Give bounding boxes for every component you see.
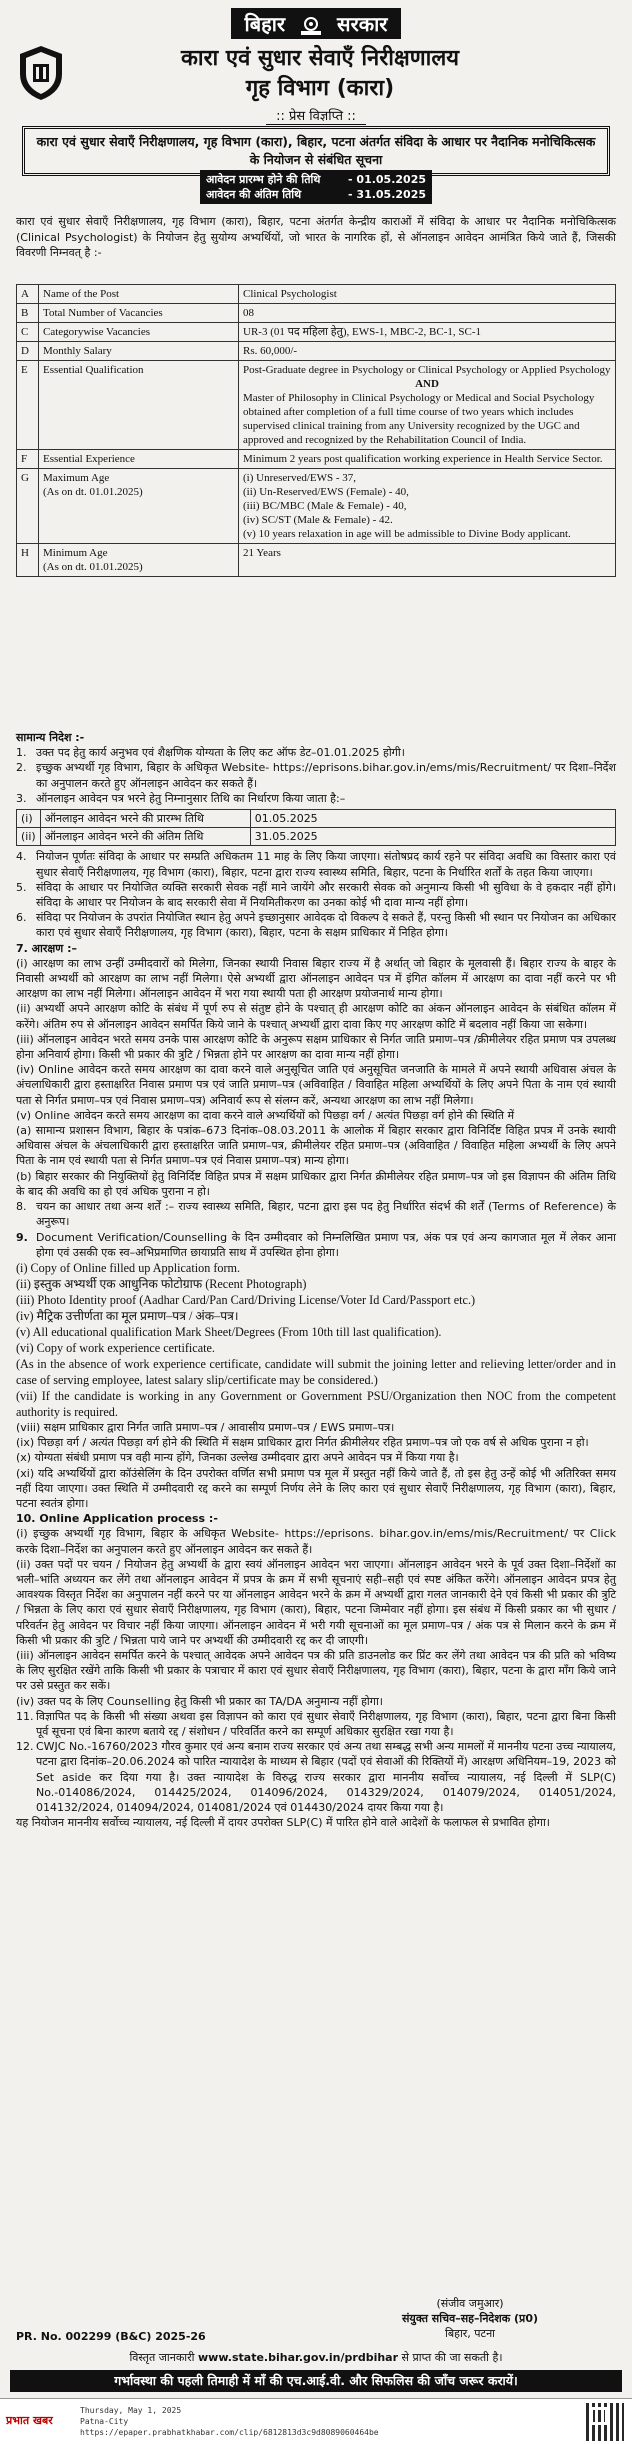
online-process-title: 10. Online Application process :- <box>16 1512 218 1526</box>
list-item: 9. Document Verification/Counselling के दिन उम्मीदवार को निम्नलिखित प्रमाण पत्र, अंक पत्र एवं अन्य कागजात मूल में लेकर आना होगा एवं उसकी एक स्व–अभिप्रमाणित छायाप्रति साथ में उपस्थित होना होगा। <box>16 1230 616 1259</box>
footer-date: Thursday, May 1, 2025 <box>80 2406 182 2415</box>
list-item: 6. संविदा पर नियोजन के उपरांत नियोजित स्थान हेतु अपने इच्छानुसार आवेदक दो विकल्प दे सकते हैं, परन्तु किसी भी स्थान पर नियोजन का अधिकार कारा एवं सुधार सेवाएँ निरीक्षणालय, गृह विभाग (कारा), बिहार, पटना के सक्षम प्राधिकार में निहित होगा। <box>16 911 616 940</box>
press-release-label: :: प्रेस विज्ञप्ति :: <box>0 106 632 124</box>
document-item: (iii) Photo Identity proof (Aadhar Card/Pan Card/Driving License/Voter Id Card/Passport etc.) <box>16 1292 476 1307</box>
qr-code-icon[interactable] <box>586 2403 624 2441</box>
document-item: (ii) इस्तुक अभ्यर्थी एक आधुनिक फोटोग्राफ (Recent Photograph) <box>16 1276 307 1291</box>
closing-note: यह नियोजन माननीय सर्वोच्च न्यायालय, नई दिल्ली में दायर उपरोक्त SLP(C) में पारित होने वाले आदेशों के फलाफल से प्रभावित होगा। <box>16 1816 550 1830</box>
table-row: (i) ऑनलाइन आवेदन भरने की प्रारम्भ तिथि 01.05.2025 <box>17 810 616 828</box>
department-logo-icon <box>16 44 66 102</box>
list-item: 4. नियोजन पूर्णतः संविदा के आधार पर सम्प्रति अधिकतम 11 माह के लिए किया जाएगा। संतोषप्रद कार्य रहने पर संविदा अवधि का विस्तार कारा एवं सुधार सेवाएँ निरीक्षणालय, गृह विभाग (कारा), बिहार, पटना द्वारा राज्य स्वास्थ्य समिति, बिहार, पटना के निर्धारित शर्तों के तहत किया जाएगा। <box>16 850 616 879</box>
online-item: (ii) उक्त पदों पर चयन / नियोजन हेतु अभ्यर्थी के द्वारा स्वयं ऑनलाइन आवेदन भरा जाएगा। ऑनलाइन आवेदन भरने के पूर्व उक्त दिशा–निर्देशों का भली–भांति अध्ययन कर लेंगे तथा ऑनलाइन आवेदन में प्रपत्र के क्रम में सभी सूचनाएं सही–सही एवं स्पष्ट अंकित करेंगे। ऑनलाइन आवेदन प्रपत्र हेतु आवश्यक विस्तृत निर्देश का अनुपालन नहीं करने पर या ऑनलाइन आवेदन भरने के क्रम में अभ्यर्थी द्वारा गलत जानकारी देने एवं किसी भी प्रकार की त्रुटि / भिन्नता के लिए कारा एवं सुधार सेवाएँ निरीक्षणालय, गृह विभाग (कारा), बिहार, पटना जिम्मेवार नहीं होगा। इस संबंध में किसी प्रकार का भी सुधार / परिवर्तन हेतु आवेदन पर विचार नहीं किया जाएगा। ऑनलाइन आवेदन में भरी गयी सूचनाओं का मूल प्रमाण–पत्र / अंक पत्र से मिलान करने के क्रम में किसी भी प्रकार की त्रुटि / भिन्नता पाये जाने पर अभ्यर्थी की उम्मीदवारी रद्द कर दी जाएगी। <box>16 1557 616 1647</box>
online-item: (i) इच्छुक अभ्यर्थी गृह विभाग, बिहार के अधिकृत Website- https://eprisons. bihar.gov.in/ems/mis/Recruitment/ पर Click करके दिशा–निर्देश का अनुपालन करते हुए ऑनलाइन आवेदन कर सकते हैं। <box>16 1527 616 1556</box>
footer-url[interactable]: https://epaper.prabhatkhabar.com/clip/6812813d3c9d8089060464be <box>80 2428 379 2437</box>
list-item: 1. उक्त पद हेतु कार्य अनुभव एवं शैक्षणिक योग्यता के लिए कट ऑफ डेट–01.01.2025 होगी। <box>16 746 405 760</box>
reservation-title: 7. आरक्षण :– <box>16 941 77 955</box>
table-row: F Essential Experience Minimum 2 years post qualification working experience in Health Service Sector. <box>17 450 616 469</box>
title-line-2: गृह विभाग (कारा) <box>245 76 395 101</box>
application-schedule-table <box>16 809 616 846</box>
masthead <box>0 8 632 39</box>
reservation-para: (i) आरक्षण का लाभ उन्हीं उम्मीदवारों को मिलेगा, जिनका स्थायी निवास बिहार राज्य में है अर्थात् जो बिहार के मूलवासी हैं। बिहार राज्य के बाहर के निवासी अभ्यर्थी को आरक्षण का लाभ नहीं मिलेगा। ऐसे अभ्यर्थी द्वारा ऑनलाइन आवेदन पत्र में इंगित कॉलम में आरक्षण का दावा नहीं करने पर भी आरक्षण का लाभ नहीं मिलेगा। ऑनलाइन आवेदन में भरा गया स्थायी पता ही आरक्षण प्रयोजनार्थ मान्य होगा। <box>16 956 616 1001</box>
table-row: B Total Number of Vacancies 08 <box>17 304 616 323</box>
application-dates-box <box>200 170 432 204</box>
ashoka-emblem-icon <box>298 15 324 37</box>
list-item: 8. चयन का आधार तथा अन्य शर्तें :– राज्य स्वास्थ्य समिति, बिहार, पटना द्वारा इस पद हेतु निर्धारित संदर्भ की शर्तें (Terms of Reference) के अनुरूप। <box>16 1200 616 1229</box>
masthead-left: बिहार <box>244 12 286 36</box>
reservation-para: (a) सामान्य प्रशासन विभाग, बिहार के पत्रांक–673 दिनांक–08.03.2011 के आलोक में बिहार सरकार द्वारा विनिर्दिष्ट विहित प्रपत्र में उनके स्थायी अधिवास अंचल के अंचलाधिकारी द्वारा हस्ताक्षरित जाति प्रमाण–पत्र, क्रीमीलेयर रहित प्रमाण–पत्र (अविवाहित / विवाहित महिला अभ्यर्थी के लिए अपने पिता के नाम एवं स्थायी पता से निर्गत प्रमाण–पत्र एवं निवास प्रमाण–पत्र) मान्य होगा। <box>16 1124 616 1168</box>
list-item: 5. संविदा के आधार पर नियोजित व्यक्ति सरकारी सेवक नहीं माने जायेंगे और सरकारी सेवक को अनुमान्य किसी भी सुविधा के वे हकदार नहीं होंगे। संविदा के आधार पर नियोजन के बाद सरकारी सेवा में नियमितीकरण का उनका कोई भी दावा मान्य नहीं होगा। <box>16 880 616 910</box>
list-item: 3. ऑनलाइन आवेदन पत्र भरने हेतु निम्नानुसार तिथि का निर्धारण किया जाता है:– <box>16 791 346 805</box>
pr-number: PR. No. 002299 (B&C) 2025-26 <box>16 2330 206 2343</box>
website-line: विस्तृत जानकारी www.state.bihar.gov.in/prdbihar से प्राप्त की जा सकती है। <box>129 2351 503 2364</box>
start-date-value: - 01.05.2025 <box>348 173 426 186</box>
end-date-value: - 31.05.2025 <box>348 188 426 201</box>
document-item: (xi) यदि अभ्यर्थियों द्वारा कॉउंसेलिंग के दिन उपरोक्त वर्णित सभी प्रमाण पत्र मूल में प्रस्तुत नहीं किये जाते हैं, तो इस हेतु उन्हें कोई भी अतिरिक्त समय नहीं दिया जाएगा। उक्त स्थिति में उम्मीदवारी रद्द करने का सम्पूर्ण निर्णय लेने के लिए कारा एवं सुधार सेवाएँ निरीक्षणालय, गृह विभाग (कारा), बिहार, पटना स्वतंत्र होगा। <box>16 1466 616 1510</box>
document-item: (vi) Copy of work experience certificate. <box>16 1340 215 1355</box>
document-item: (v) All educational qualification Mark Sheet/Degrees (From 10th till last qualification). <box>16 1324 442 1339</box>
masthead-bar <box>231 8 402 39</box>
epaper-footer <box>0 2398 632 2444</box>
general-instructions: सामान्य निदेश :- 1. उक्त पद हेतु कार्य अनुभव एवं शैक्षणिक योग्यता के लिए कट ऑफ डेट–01.01.2025 होगी। 2. इच्छुक अभ्यर्थी गृह विभाग, बिहार के अधिकृत Website- https://eprisons.bihar.gov.in/ems/mis/Recruitment/ पर दिशा–निर्देश का अनुपालन करते हुए ऑनलाइन आवेदन कर सकते हैं। 3. ऑनलाइन आवेदन पत्र भरने हेतु निम्नानुसार तिथि का निर्धारण किया जाता है:– (i) ऑनलाइन आवेदन भरने की प्रारम्भ तिथि 01.05.2025 (ii) ऑनलाइन आवेदन भरने की अंतिम तिथि 31.05.2025 4. नियोजन पूर्णतः संविदा के आधार पर सम्प्रति अधिकतम 11 माह के लिए किया जाएगा। संतोषप्रद कार्य रहने पर संविदा अवधि का विस्तार कारा एवं सुधार सेवाएँ निरीक्षणालय, गृह विभाग (कारा), बिहार, पटना द्वारा राज्य स्वास्थ्य समिति, बिहार, पटना के निर्धारित शर्तों के तहत किया जाएगा। 5. संविदा के आधार पर नियोजित व्यक्ति सरकारी सेवक नहीं माने जायेंगे और सरकारी सेवक को अनुमान्य किसी भी सुविधा के वे हकदार नहीं होंगे। संविदा के आधार पर नियोजन के बाद सरकारी सेवा में नियमितीकरण का उनका कोई भी दावा मान्य नहीं होगा। 6. संविदा पर नियोजन के उपरांत नियोजित स्थान हेतु अपने इच्छानुसार आवेदक दो विकल्प दे सकते हैं, परन्तु किसी भी स्थान पर नियोजन का अधिकार कारा एवं सुधार सेवाएँ निरीक्षणालय, गृह विभाग (कारा), बिहार, पटना के सक्षम प्राधिकार में निहित होगा। 7. आरक्षण :– (i) आरक्षण का लाभ उन्हीं उम्मीदवारों को मिलेगा, जिनका स्थायी निवास बिहार राज्य में है अर्थात् जो बिहार के मूलवासी हैं। बिहार राज्य के बाहर के निवासी अभ्यर्थी को आरक्षण का लाभ नहीं मिलेगा। ऐसे अभ्यर्थी द्वारा ऑनलाइन आवेदन पत्र में इंगित कॉलम में आरक्षण का दावा नहीं करने पर भी आरक्षण का लाभ नहीं मिलेगा। ऑनलाइन आवेदन में भरा गया स्थायी पता ही आरक्षण प्रयोजनार्थ मान्य होगा। (ii) अभ्यर्थी अपने आरक्षण कोटि के संबंध में पूर्ण रुप से संतुष्ट होने के पश्चात् ही आरक्षण कोटि का अंकन ऑनलाइन आवेदन के संबंधित कॉलम में करेंगे। अंतिम रुप से ऑनलाइन आवेदन समर्पित किये जाने के पश्चात् अभ्यर्थी द्वारा दावा किए गए आरक्षण कोटि में बदलाव नहीं किया जा सकेगा। (iii) ऑनलाइन आवेदन भरते समय उनके पास आरक्षण कोटि के अनुरूप सक्षम प्राधिकार से निर्गत जाति प्रमाण–पत्र /क्रीमीलेयर रहित प्रमाण पत्र उपलब्ध होना अनिवार्य होगा। किसी भी प्रकार की त्रुटि / भिन्नता होने पर आरक्षण का दावा मान्य नहीं होगा। (iv) Online आवेदन करते समय आरक्षण का दावा करने वाले अनुसूचित जाति एवं अनुसूचित जनजाति के मामले में अपने स्थायी अधिवास अंचल के अंचलाधिकारी द्वारा हस्ताक्षरित निवास प्रमाण पत्र एवं जाति प्रमाण–पत्र (अविवाहित / विवाहित महिला अभ्यर्थियों के लिए अपने पिता के नाम एवं स्थायी पता से निर्गत प्रमाण–पत्र एवं निवास प्रमाण–पत्र) अनिवार्य रूप से संलग्न करें, अन्यथा आरक्षण का लाभ नहीं मिलेगा। (v) Online आवेदन करते समय आरक्षण का दावा करने वाले अभ्यर्थियों को पिछड़ा वर्ग / अत्यंत पिछड़ा वर्ग होने की स्थिति में (a) सामान्य प्रशासन विभाग, बिहार के पत्रांक–673 दिनांक–08.03.2011 के आलोक में बिहार सरकार द्वारा विनिर्दिष्ट विहित प्रपत्र में उनके स्थायी अधिवास अंचल के अंचलाधिकारी द्वारा हस्ताक्षरित जाति प्रमाण–पत्र, क्रीमीलेयर रहित प्रमाण–पत्र (अविवाहित / विवाहित महिला अभ्यर्थी के लिए अपने पिता के नाम एवं स्थायी पता से निर्गत प्रमाण–पत्र एवं निवास प्रमाण–पत्र) मान्य होगा। (b) बिहार सरकार की नियुक्तियों हेतु विनिर्दिष्ट विहित प्रपत्र में सक्षम प्राधिकार द्वारा निर्गत क्रीमीलेयर रहित प्रमाण–पत्र जो इस विज्ञापन की अंतिम तिथि के बाद की अवधि का हो एवं अधिक पुराना न हो। 8. चयन का आधार तथा अन्य शर्तें :– राज्य स्वास्थ्य समिति, बिहार, पटना द्वारा इस पद हेतु निर्धारित संदर्भ की शर्तें (Terms of Reference) के अनुरूप। 9. Document Verification/Counselling के दिन उम्मीदवार को निम्नलिखित प्रमाण पत्र, अंक पत्र एवं अन्य कागजात मूल में लेकर आना होगा एवं उसकी एक स्व–अभिप्रमाणित छायाप्रति साथ में उपस्थित होना होगा। (i) Copy of Online filled up Application form. (ii) इस्तुक अभ्यर्थी एक आधुनिक फोटोग्राफ (Recent Photograph) (iii) Photo Identity proof (Aadhar Card/Pan Card/Driving License/Voter Id Card/Passport etc.) (iv) मैट्रिक उत्तीर्णता का मूल प्रमाण–पत्र / अंक–पत्र। (v) All educational qualification Mark Sheet/Degrees (From 10th till last qualification). (vi) Copy of work experience certificate. (As in the absence of work experience certificate, candidate will submit the joining letter and relieving letter/order and in case of serving employee, latest salary slip/certificate may be considered.) (vii) If the candidate is working in any Government or Government PSU/Organization then NOC from the competent authority is required. (viii) सक्षम प्राधिकार द्वारा निर्गत जाति प्रमाण–पत्र / आवासीय प्रमाण–पत्र / EWS प्रमाण–पत्र। (ix) पिछड़ा वर्ग / अत्यंत पिछड़ा वर्ग होने की स्थिति में सक्षम प्राधिकार द्वारा निर्गत क्रीमीलेयर रहित प्रमाण–पत्र जो एक वर्ष से अधिक पुराना न हो। (x) योग्यता संबंधी प्रमाण पत्र वही मान्य होंगे, जिनका उल्लेख उम्मीदवार द्वारा अपने आवेदन पत्र में किया गया है। (xi) यदि अभ्यर्थियों द्वारा कॉउंसेलिंग के दिन उपरोक्त वर्णित सभी प्रमाण पत्र मूल में प्रस्तुत नहीं किये जाते हैं, तो इस हेतु उन्हें कोई भी अतिरिक्त समय नहीं दिया जाएगा। उक्त स्थिति में उम्मीदवारी रद्द करने का सम्पूर्ण निर्णय लेने के लिए कारा एवं सुधार सेवाएँ निरीक्षणालय, गृह विभाग (कारा), बिहार, पटना स्वतंत्र होगा। 10. Online Application process :- (i) इच्छुक अभ्यर्थी गृह विभाग, बिहार के अधिकृत Website- https://eprisons. bihar.gov.in/ems/mis/Recruitment/ पर Click करके दिशा–निर्देश का अनुपालन करते हुए ऑनलाइन आवेदन कर सकते हैं। (ii) उक्त पदों पर चयन / नियोजन हेतु अभ्यर्थी के द्वारा स्वयं ऑनलाइन आवेदन भरा जाएगा। ऑनलाइन आवेदन भरने के पूर्व उक्त दिशा–निर्देशों का भली–भांति अध्ययन कर लेंगे तथा ऑनलाइन आवेदन में प्रपत्र के क्रम में सभी सूचनाएं सही–सही एवं स्पष्ट अंकित करेंगे। ऑनलाइन आवेदन प्रपत्र हेतु आवश्यक विस्तृत निर्देश का अनुपालन नहीं करने पर या ऑनलाइन आवेदन भरने के क्रम में अभ्यर्थी द्वारा गलत जानकारी देने एवं किसी भी प्रकार की त्रुटि / भिन्नता के लिए कारा एवं सुधार सेवाएँ निरीक्षणालय, गृह विभाग (कारा), बिहार, पटना जिम्मेवार नहीं होगा। इस संबंध में किसी प्रकार का भी सुधार / परिवर्तन हेतु आवेदन पर विचार नहीं किया जाएगा। ऑनलाइन आवेदन में भरी गयी सूचनाओं का मूल प्रमाण–पत्र / अंक पत्र से मिलान करने के क्रम में किसी भी प्रकार की त्रुटि / भिन्नता पाये जाने पर अभ्यर्थी की उम्मीदवारी रद्द कर दी जाएगी। (iii) ऑनलाइन आवेदन समर्पित करने के पश्चात् आवेदक अपने आवेदन पत्र की प्रति डाउनलोड कर प्रिंट कर लेंगे तथा आवेदन पत्र की प्रति को भविष्य के लिए सुरक्षित रखेंगे ताकि किसी भी प्रकार के पत्राचार में कारा एवं सुधार सेवाएँ निरीक्षणालय, गृह विभाग (कारा), बिहार, पटना के द्वारा माँग किये जाने पर उसे प्रस्तुत कर सकें। (iv) उक्त पद के लिए Counselling हेतु किसी भी प्रकार का TA/DA अनुमान्य नहीं होगा। 11. विज्ञापित पद के किसी भी संख्या अथवा इस विज्ञापन को कारा एवं सुधार सेवाएँ निरीक्षणालय, गृह विभाग (कारा), बिहार, पटना द्वारा बिना किसी पूर्व सूचना एवं बिना कारण बताये रद्द / संशोधन / परिवर्तित करने का सम्पूर्ण अधिकार सुरक्षित रखा गया है। 12. CWJC No.-16760/2023 गौरव कुमार एवं अन्य बनाम राज्य सरकार एवं अन्य तथा सम्बद्ध सभी अन्य मामलों में माननीय पटना उच्च न्यायालय, पटना द्वारा दिनांक–20.06.2024 को पारित न्यायादेश के माध्यम से बिहार (पदों एवं सेवाओं की रिक्तियों में) आरक्षण अधिनियम–19, 2023 को Set aside कर दिया गया है। उक्त न्यायादेश के विरुद्ध राज्य सरकार द्वारा माननीय सर्वोच्च न्यायालय, नई दिल्ली में SLP(C) No.-014086/2024, 014425/2024, 014096/2024, 014329/2024, 014079/2024, 014051/2024, 014132/2024, 014094/2024, 014081/2024 एवं 014430/2024 दायर किया गया है। यह नियोजन माननीय सर्वोच्च न्यायालय, नई दिल्ली में दायर उपरोक्त SLP(C) में पारित होने वाले आदेशों के फलाफल से प्रभावित होगा। <box>16 731 616 1830</box>
reservation-para: (ii) अभ्यर्थी अपने आरक्षण कोटि के संबंध में पूर्ण रुप से संतुष्ट होने के पश्चात् ही आरक्षण कोटि का अंकन ऑनलाइन आवेदन के संबंधित कॉलम में करेंगे। अंतिम रुप से ऑनलाइन आवेदन समर्पित किये जाने के पश्चात् अभ्यर्थी द्वारा दावा किए गए आरक्षण कोटि में बदलाव नहीं किया जा सकेगा। <box>16 1002 616 1031</box>
document-item: (ix) पिछड़ा वर्ग / अत्यंत पिछड़ा वर्ग होने की स्थिति में सक्षम प्राधिकार द्वारा निर्गत क्रीमीलेयर रहित प्रमाण–पत्र जो एक वर्ष से अधिक पुराना न हो। <box>16 1436 589 1450</box>
department-title <box>80 44 560 104</box>
table-row: (ii) ऑनलाइन आवेदन भरने की अंतिम तिथि 31.05.2025 <box>17 828 616 846</box>
list-item: 12. CWJC No.-16760/2023 गौरव कुमार एवं अन्य बनाम राज्य सरकार एवं अन्य तथा सम्बद्ध सभी अन्य मामलों में माननीय पटना उच्च न्यायालय, पटना द्वारा दिनांक–20.06.2024 को पारित न्यायादेश के माध्यम से बिहार (पदों एवं सेवाओं की रिक्तियों में) आरक्षण अधिनियम–19, 2023 को Set aside कर दिया गया है। उक्त न्यायादेश के विरुद्ध राज्य सरकार द्वारा माननीय सर्वोच्च न्यायालय, नई दिल्ली में SLP(C) No.-014086/2024, 014425/2024, 014096/2024, 014329/2024, 014079/2024, 014051/2024, 014132/2024, 014094/2024, 014081/2024 एवं 014430/2024 दायर किया गया है। <box>16 1740 616 1814</box>
document-item: (As in the absence of work experience certificate, candidate will submit the joining letter and relieving letter/order and in case of serving employee, latest salary slip/certificate may be considered.) <box>16 1356 616 1387</box>
table-row: G Maximum Age (As on dt. 01.01.2025) (i) Unreserved/EWS - 37, (ii) Un-Reserved/EWS (Female) - 40, (iii) BC/MBC (Male & Female) - 40, (iv) SC/ST (Male & Female) - 42. (v) 10 years relaxation in age will be admissible to Divine Body applicant. <box>17 469 616 544</box>
footer-meta <box>80 2405 379 2438</box>
online-item: (iv) उक्त पद के लिए Counselling हेतु किसी भी प्रकार का TA/DA अनुमान्य नहीं होगा। <box>16 1694 383 1708</box>
document-item: (vii) If the candidate is working in any Government or Government PSU/Organization then NOC from the competent authority is required. <box>16 1388 616 1419</box>
notice-heading: कारा एवं सुधार सेवाएँ निरीक्षणालय, गृह विभाग (कारा), बिहार, पटना अंतर्गत संविदा के आधार पर नैदानिक मनोचिकित्सक के नियोजन से संबंधित सूचना <box>36 134 596 167</box>
newspaper-brand: प्रभात खबर <box>6 2414 53 2427</box>
qualification-1: Post-Graduate degree in Psychology or Clinical Psychology or Applied Psychology <box>243 364 611 376</box>
reservation-para: (v) Online आवेदन करते समय आरक्षण का दावा करने वाले अभ्यर्थियों को पिछड़ा वर्ग / अत्यंत पिछड़ा वर्ग होने की स्थिति में <box>16 1108 515 1122</box>
table-row: E Essential Qualification Post-Graduate degree in Psychology or Clinical Psychology or Applied Psychology AND Master of Philosophy in Clinical Psychology or Medical and Social Psychology obtained after completion of a full time course of two years which includes supervised clinical training from any University recognized by the UGC and approved and recognized by the Rehabilitation Council of India. <box>17 361 616 450</box>
document-item: (i) Copy of Online filled up Application form. <box>16 1260 241 1275</box>
signatory-place: बिहार, पटना <box>444 2327 496 2340</box>
post-details-table <box>16 284 616 577</box>
intro-paragraph: कारा एवं सुधार सेवाएँ निरीक्षणालय, गृह विभाग (कारा), बिहार, पटना अंतर्गत केन्द्रीय काराओं में संविदा के आधार पर नैदानिक मनोचिकित्सक (Clinical Psychologist) के नियोजन हेतु सुयोग्य अभ्यर्थियों, जो भारत के नागरिक हों, से ऑनलाइन आवेदन आमंत्रित किये जाते हैं, जिसकी विवरणी निम्नवत् है :- <box>16 215 616 259</box>
document-list <box>16 1260 616 1420</box>
qualification-and: AND <box>415 378 439 390</box>
health-banner: गर्भावस्था की पहली तिमाही में माँ की एच.आई.वी. और सिफलिस की जाँच जरूर करायें। <box>10 2370 622 2392</box>
website-link[interactable]: www.state.bihar.gov.in/prdbihar <box>198 2351 399 2364</box>
list-item: 11. विज्ञापित पद के किसी भी संख्या अथवा इस विज्ञापन को कारा एवं सुधार सेवाएँ निरीक्षणालय, गृह विभाग (कारा), बिहार, पटना द्वारा बिना किसी पूर्व सूचना एवं बिना कारण बताये रद्द / संशोधन / परिवर्तित करने का सम्पूर्ण अधिकार सुरक्षित रखा गया है। <box>16 1709 616 1738</box>
footer-city: Patna-City <box>80 2417 129 2426</box>
table-row: D Monthly Salary Rs. 60,000/- <box>17 342 616 361</box>
reservation-para: (b) बिहार सरकार की नियुक्तियों हेतु विनिर्दिष्ट विहित प्रपत्र में सक्षम प्राधिकार द्वारा निर्गत क्रीमीलेयर रहित प्रमाण–पत्र जो इस विज्ञापन की अंतिम तिथि के बाद की अवधि का हो एवं अधिक पुराना न हो। <box>16 1169 616 1198</box>
end-date-label: आवेदन की अंतिम तिथि <box>206 188 302 201</box>
online-item: (iii) ऑनलाइन आवेदन समर्पित करने के पश्चात् आवेदक अपने आवेदन पत्र की प्रति डाउनलोड कर प्रिंट कर लेंगे तथा आवेदन पत्र की प्रति को भविष्य के लिए सुरक्षित रखेंगे ताकि किसी भी प्रकार के पत्राचार में कारा एवं सुधार सेवाएँ निरीक्षणालय, गृह विभाग (कारा), बिहार, पटना के द्वारा माँग किये जाने पर उसे प्रस्तुत कर सकें। <box>16 1648 616 1693</box>
reservation-para: (iv) Online आवेदन करते समय आरक्षण का दावा करने वाले अनुसूचित जाति एवं अनुसूचित जनजाति के मामले में अपने स्थायी अधिवास अंचल के अंचलाधिकारी द्वारा हस्ताक्षरित निवास प्रमाण पत्र एवं जाति प्रमाण–पत्र (अविवाहित / विवाहित महिला अभ्यर्थियों के लिए अपने पिता के नाम एवं स्थायी पता से निर्गत प्रमाण–पत्र एवं निवास प्रमाण–पत्र) अनिवार्य रूप से संलग्न करें, अन्यथा आरक्षण का लाभ नहीं मिलेगा। <box>16 1063 616 1107</box>
document-item: (viii) सक्षम प्राधिकार द्वारा निर्गत जाति प्रमाण–पत्र / आवासीय प्रमाण–पत्र / EWS प्रमाण–पत्र। <box>16 1420 395 1434</box>
table-row: C Categorywise Vacancies UR-3 (01 पद महिला हेतु), EWS-1, MBC-2, BC-1, SC-1 <box>17 323 616 342</box>
reservation-para: (iii) ऑनलाइन आवेदन भरते समय उनके पास आरक्षण कोटि के अनुरूप सक्षम प्राधिकार से निर्गत जाति प्रमाण–पत्र /क्रीमीलेयर रहित प्रमाण पत्र उपलब्ध होना अनिवार्य होगा। किसी भी प्रकार की त्रुटि / भिन्नता होने पर आरक्षण का दावा मान्य नहीं होगा। <box>16 1032 616 1062</box>
document-item: (iv) मैट्रिक उत्तीर्णता का मूल प्रमाण–पत्र / अंक–पत्र। <box>16 1308 239 1323</box>
signatory-title: संयुक्त सचिव–सह–निदेशक (प्र0) <box>402 2312 538 2325</box>
masthead-right: सरकार <box>337 12 388 36</box>
table-row: A Name of the Post Clinical Psychologist <box>17 285 616 304</box>
qualification-2: Master of Philosophy in Clinical Psychology or Medical and Social Psychology obtained after completion of a full time course of two years which includes supervised clinical training from any University recognized by the UGC and approved and recognized by the Rehabilitation Council of India. <box>243 392 595 446</box>
table-row: H Minimum Age (As on dt. 01.01.2025) 21 Years <box>17 544 616 577</box>
signature-block <box>360 2296 580 2341</box>
title-line-1: कारा एवं सुधार सेवाएँ निरीक्षणालय <box>180 46 460 71</box>
start-date-label: आवेदन प्रारम्भ होने की तिथि <box>206 173 321 186</box>
notice-heading-box <box>22 126 610 176</box>
signatory-name: (संजीव जमुआर) <box>436 2297 504 2310</box>
list-item: 2. इच्छुक अभ्यर्थी गृह विभाग, बिहार के अधिकृत Website- https://eprisons.bihar.gov.in/ems/mis/Recruitment/ पर दिशा–निर्देश का अनुपालन करते हुए ऑनलाइन आवेदन कर सकते हैं। <box>16 761 616 790</box>
document-item: (x) योग्यता संबंधी प्रमाण पत्र वही मान्य होंगे, जिनका उल्लेख उम्मीदवार द्वारा अपने आवेदन पत्र में किया गया है। <box>16 1451 459 1465</box>
